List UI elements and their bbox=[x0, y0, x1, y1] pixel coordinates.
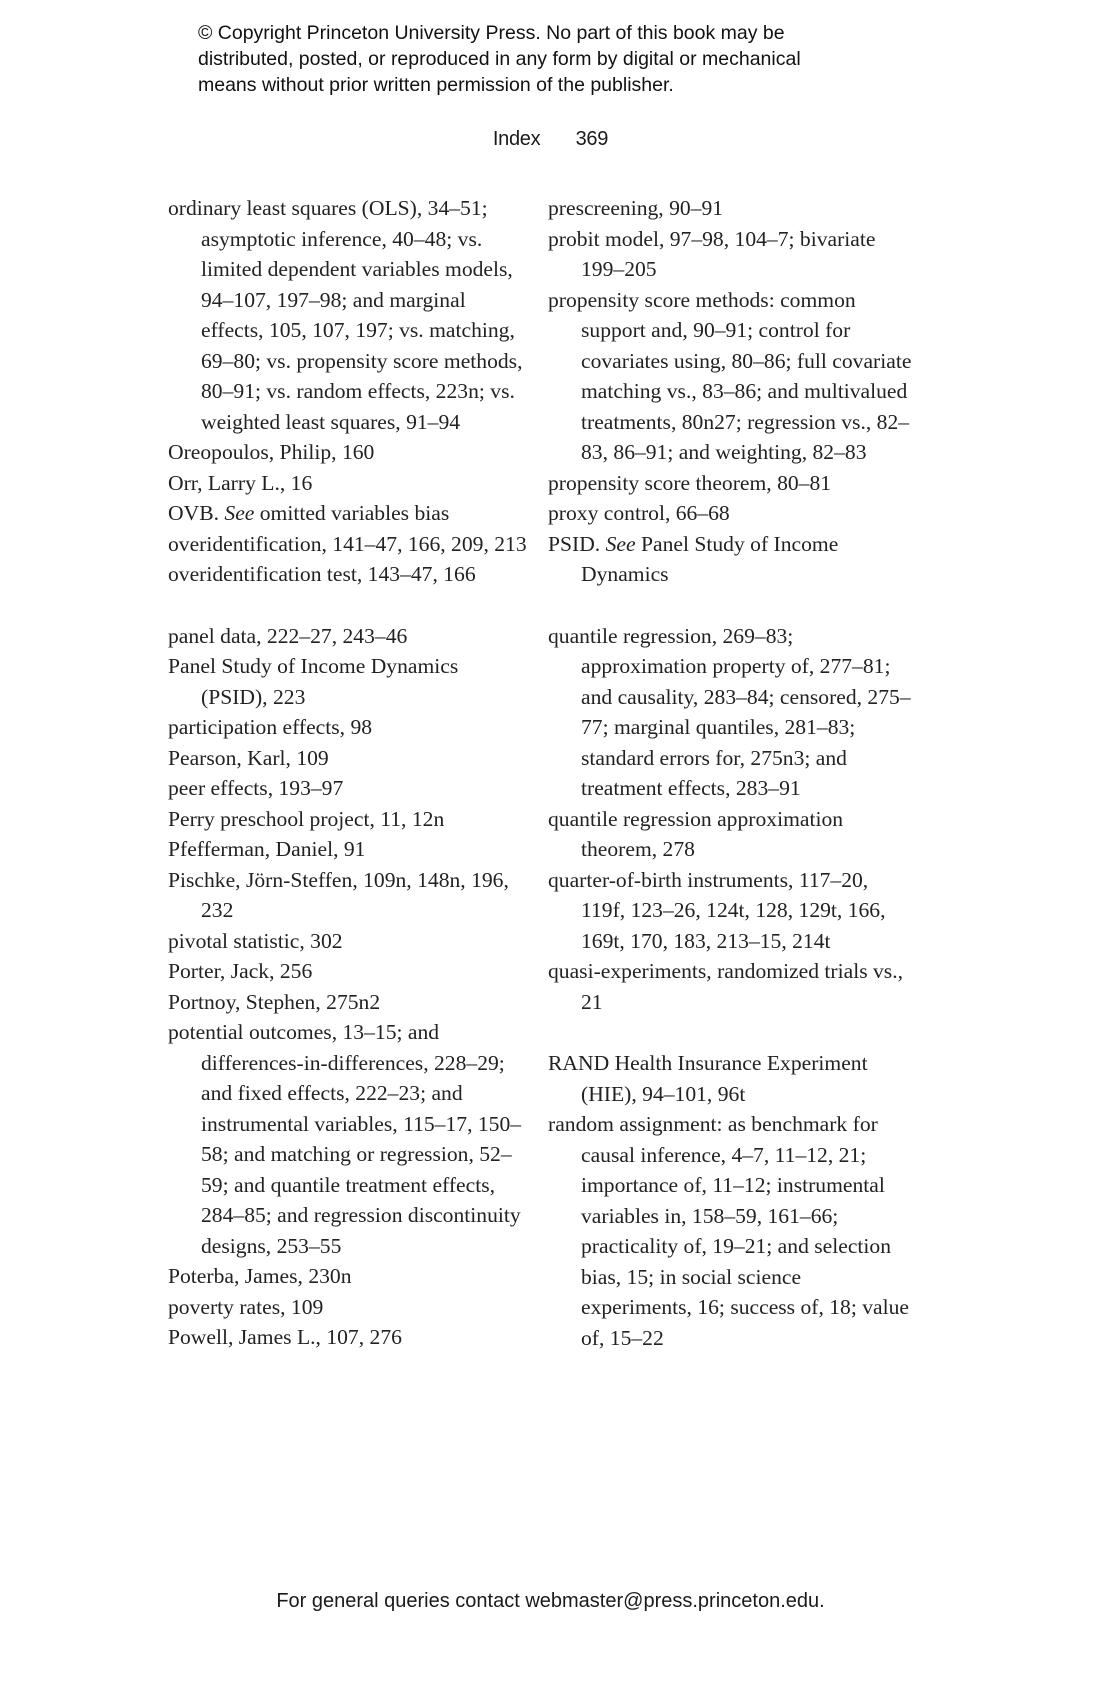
index-entry: quantile regression, 269–83; approximation property of, 277–81; and causality, 283–84; censored, 275–77; marginal quantiles, 281–83; standard errors for, 275n3; and treatment effects, 283–91 bbox=[548, 623, 911, 800]
index-entry: Perry preschool project, 11, 12n bbox=[168, 806, 445, 831]
index-entry: proxy control, 66–68 bbox=[548, 501, 730, 525]
index-entry: panel data, 222–27, 243–46 bbox=[168, 623, 408, 648]
see-reference: See bbox=[605, 531, 636, 556]
index-entry: ordinary least squares (OLS), 34–51; asymptotic inference, 40–48; vs. limited dependent variables models, 94–107, 197–98; and marginal effects, 105, 107, 197; vs. matching, 69–80; vs. propensity score methods, 80–91; vs. random effects, 223n; vs. weighted least squares, 91–94 bbox=[168, 196, 523, 434]
index-entry: probit model, 97–98, 104–7; bivariate 199–205 bbox=[548, 226, 876, 281]
index-entry: quarter-of-birth instruments, 117–20, 119f, 123–26, 124t, 128, 129t, 166, 169t, 170, 183, 213–15, 214t bbox=[548, 867, 886, 953]
index-entry: Pearson, Karl, 109 bbox=[168, 745, 329, 770]
index-column-right bbox=[548, 193, 913, 1353]
running-head-title: Index bbox=[492, 128, 541, 150]
index-entry bbox=[168, 498, 530, 529]
footer-contact: For general queries contact webmaster@press.princeton.edu. bbox=[276, 1590, 825, 1612]
index-entry: Pfefferman, Daniel, 91 bbox=[168, 837, 366, 861]
index-entry: prescreening, 90–91 bbox=[548, 196, 724, 220]
index-entry: Poterba, James, 230n bbox=[168, 1264, 352, 1288]
index-entry: potential outcomes, 13–15; and differences-in-differences, 228–29; and fixed effects, 222–23; and instrumental variables, 115–17, 150–58; and matching or regression, 52–59; and quantile treatment effects, 284–85; and regression discontinuity designs, 253–55 bbox=[168, 1020, 522, 1258]
index-entry: propensity score theorem, 80–81 bbox=[548, 470, 832, 495]
index-entry: Pischke, Jörn-Steffen, 109n, 148n, 196, 232 bbox=[168, 867, 509, 922]
see-reference: See bbox=[224, 501, 255, 525]
index-entry: Porter, Jack, 256 bbox=[168, 959, 313, 983]
index-entry: Portnoy, Stephen, 275n2 bbox=[168, 989, 381, 1014]
index-entry bbox=[548, 529, 913, 590]
index-entry: peer effects, 193–97 bbox=[168, 776, 344, 800]
index-entry: Orr, Larry L., 16 bbox=[168, 470, 313, 495]
entry-term: OVB. bbox=[168, 501, 225, 525]
index-entry: overidentification, 141–47, 166, 209, 213 bbox=[168, 531, 527, 556]
index-entry: Oreopoulos, Philip, 160 bbox=[168, 440, 375, 464]
entry-term: PSID. bbox=[548, 531, 606, 556]
index-column-left bbox=[168, 193, 530, 1353]
index-entry: participation effects, 98 bbox=[168, 715, 373, 739]
entry-target: omitted variables bias bbox=[254, 501, 450, 525]
index-entry: propensity score methods: common support and, 90–91; control for covariates using, 80–86; full covariate matching vs., 83–86; and multivalued treatments, 80n27; regression vs., 82–83, 86–91; and weighting, 82–83 bbox=[548, 287, 912, 464]
index-entry: Panel Study of Income Dynamics (PSID), 223 bbox=[168, 654, 459, 709]
copyright-line: distributed, posted, or reproduced in any form by digital or mechanical bbox=[198, 48, 801, 70]
index-entry: overidentification test, 143–47, 166 bbox=[168, 562, 476, 586]
index-entry: quantile regression approximation theorem, 278 bbox=[548, 806, 844, 861]
index-entry: Powell, James L., 107, 276 bbox=[168, 1325, 402, 1349]
page-number: 369 bbox=[575, 128, 609, 150]
copyright-line: means without prior written permission of the publisher. bbox=[198, 74, 674, 96]
index-entry: RAND Health Insurance Experiment (HIE), 94–101, 96t bbox=[548, 1051, 868, 1106]
entry-target: Panel Study of Income Dynamics bbox=[581, 531, 839, 586]
index-entry: poverty rates, 109 bbox=[168, 1294, 324, 1319]
copyright-notice bbox=[198, 20, 918, 98]
index-entry: quasi-experiments, randomized trials vs., 21 bbox=[548, 959, 903, 1014]
copyright-line: © Copyright Princeton University Press. No part of this book may be bbox=[198, 22, 785, 44]
running-head bbox=[0, 128, 1101, 151]
index-entry: pivotal statistic, 302 bbox=[168, 928, 343, 953]
index-entry: random assignment: as benchmark for causal inference, 4–7, 11–12, 21; importance of, 11–12; instrumental variables in, 158–59, 161–66; practicality of, 19–21; and selection bias, 15; in social science experiments, 16; success of, 18; value of, 15–22 bbox=[548, 1112, 910, 1350]
